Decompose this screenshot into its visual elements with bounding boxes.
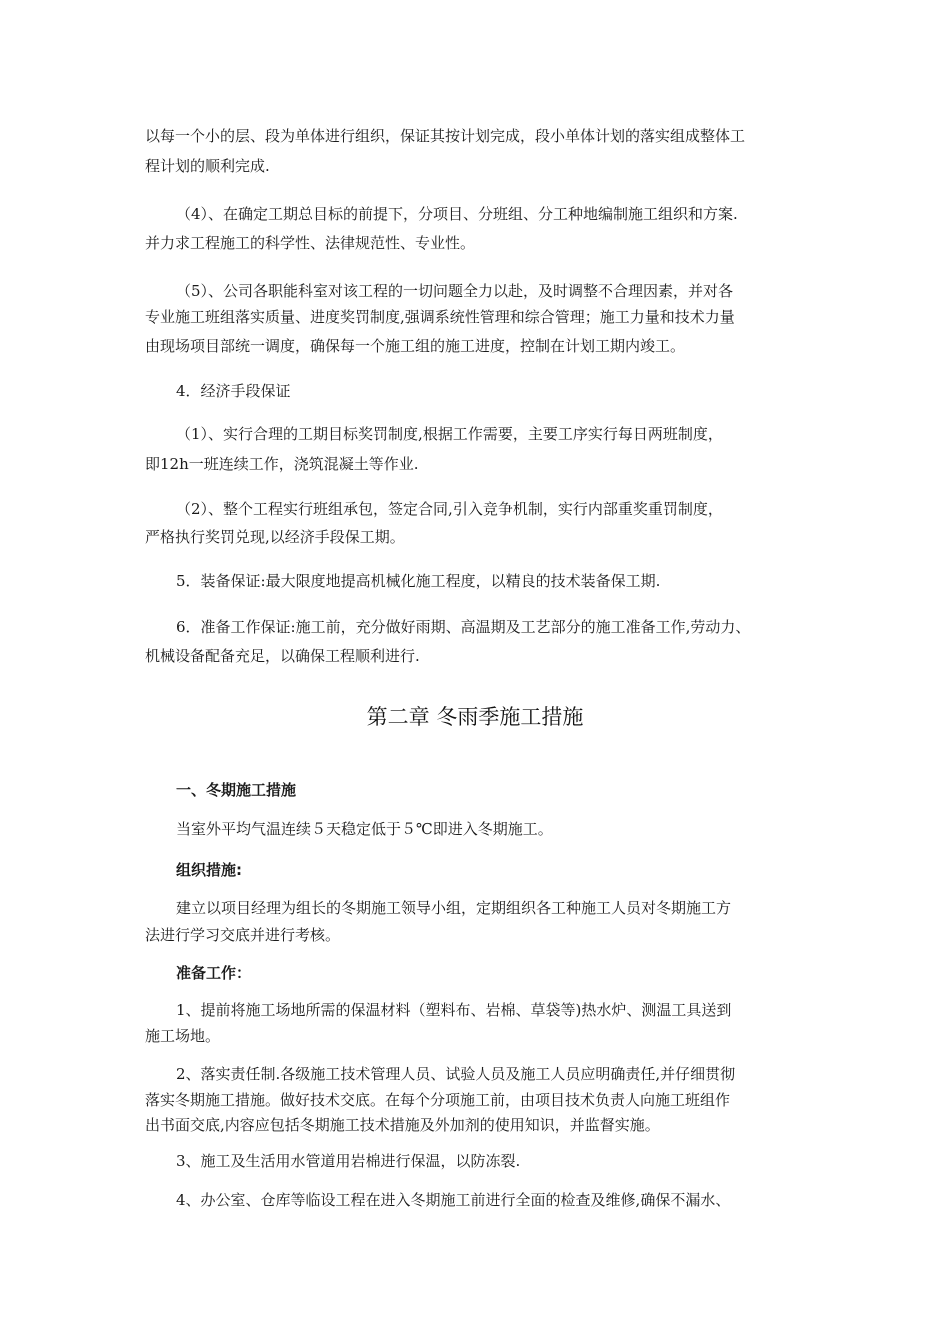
paragraph-line: 施工场地。 [145, 1027, 221, 1045]
section-heading: 一、冬期施工措施 [176, 781, 297, 799]
paragraph-line: 建立以项目经理为组长的冬期施工领导小组，定期组织各工种施工人员对冬期施工方 [176, 899, 732, 917]
paragraph-line: 程计划的顺利完成. [145, 157, 270, 175]
paragraph-line: 法进行学习交底并进行考核。 [145, 926, 341, 944]
paragraph-line: （4）、在确定工期总目标的前提下，分项目、分班组、分工种地编制施工组织和方案. [176, 205, 738, 223]
paragraph-line: 4、办公室、仓库等临设工程在进入冬期施工前进行全面的检查及维修,确保不漏水、 [176, 1191, 731, 1209]
paragraph-line: （5）、公司各职能科室对该工程的一切问题全力以赴，及时调整不合理因素，并对各 [176, 282, 734, 300]
paragraph-line: （2）、整个工程实行班组承包，签定合同,引入竞争机制，实行内部重奖重罚制度， [176, 500, 723, 518]
paragraph-line: （1）、实行合理的工期目标奖罚制度,根据工作需要，主要工序实行每日两班制度， [176, 425, 723, 443]
paragraph-line: 严格执行奖罚兑现,以经济手段保工期。 [145, 528, 405, 546]
paragraph-line: 专业施工班组落实质量、进度奖罚制度,强调系统性管理和综合管理；施工力量和技术力量 [145, 308, 735, 326]
paragraph-line: 由现场项目部统一调度，确保每一个施工组的施工进度，控制在计划工期内竣工。 [145, 337, 686, 355]
paragraph-line: 2、落实责任制.各级施工技术管理人员、试验人员及施工人员应明确责任,并仔细贯彻 [176, 1065, 736, 1083]
section-heading: 4．经济手段保证 [176, 382, 291, 400]
paragraph-line: 5．装备保证:最大限度地提高机械化施工程度，以精良的技术装备保工期. [176, 572, 661, 590]
chapter-title: 第二章 冬雨季施工措施 [366, 705, 584, 729]
paragraph-line: 出书面交底,内容应包括冬期施工技术措施及外加剂的使用知识，并监督实施。 [145, 1116, 660, 1134]
subsection-heading: 组织措施: [176, 861, 242, 879]
subsection-heading: 准备工作： [176, 964, 252, 982]
paragraph-line: 6．准备工作保证:施工前，充分做好雨期、高温期及工艺部分的施工准备工作,劳动力、 [176, 618, 751, 636]
paragraph-line: 并力求工程施工的科学性、法律规范性、专业性。 [145, 234, 476, 252]
paragraph-line: 机械设备配备充足，以确保工程顺利进行. [145, 647, 420, 665]
paragraph-line: 以每一个小的层、段为单体进行组织，保证其按计划完成，段小单体计划的落实组成整体工 [145, 127, 746, 145]
paragraph-line: 1、提前将施工场地所需的保温材料（塑料布、岩棉、草袋等)热水炉、测温工具送到 [176, 1001, 732, 1019]
paragraph-line: 当室外平均气温连续５天稳定低于５℃即进入冬期施工。 [176, 820, 553, 838]
paragraph-line: 落实冬期施工措施。做好技术交底。在每个分项施工前，由项目技术负责人向施工班组作 [145, 1091, 731, 1109]
paragraph-line: 即12h一班连续工作，浇筑混凝土等作业. [145, 455, 419, 473]
paragraph-line: 3、施工及生活用水管道用岩棉进行保温，以防冻裂. [176, 1152, 521, 1170]
